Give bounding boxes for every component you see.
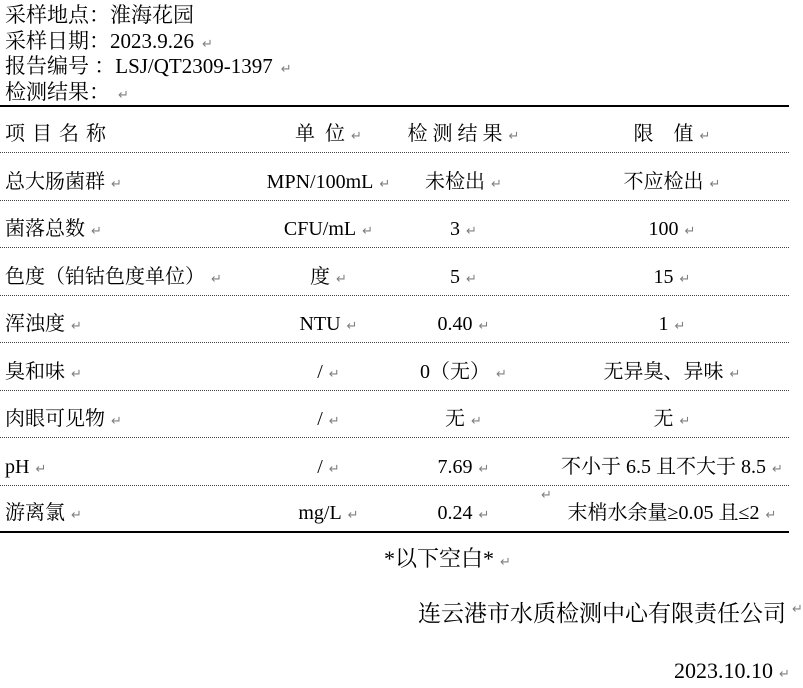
column-header-limit: 限 值 ↵	[633, 123, 711, 145]
cell-unit-text: /	[317, 408, 323, 430]
cell-item-text: 浑浊度	[5, 313, 65, 335]
cell-result-text: 0（无）	[420, 360, 490, 383]
cell-result: 0.40 ↵	[437, 313, 490, 335]
cell-unit-text: CFU/mL	[283, 218, 357, 240]
report-date: 2023.10.10	[674, 658, 773, 683]
cell-unit-text: 度	[310, 265, 330, 288]
cell-item-text: 游离氯	[5, 502, 65, 524]
cell-item: 浑浊度 ↵	[5, 313, 82, 335]
cell-limit-text: 100	[648, 218, 679, 240]
cell-limit: 不应检出 ↵	[623, 170, 721, 193]
cell-result: 无 ↵	[445, 408, 482, 430]
cell-result: 3 ↵	[450, 218, 477, 240]
cell-unit: NTU ↵	[299, 313, 358, 335]
cell-limit-text: 1	[658, 313, 669, 335]
cell-limit-text: 无异臭、异味	[603, 360, 724, 383]
blank-below-note: *以下空白* ↵	[383, 546, 511, 571]
cell-result-text: 未检出	[425, 170, 485, 193]
info-label: 采样日期：	[5, 28, 110, 53]
cell-result-text: 3	[450, 218, 460, 240]
cell-unit: mg/L ↵	[298, 502, 359, 524]
paragraph-mark-icon: ↵	[541, 488, 552, 503]
cell-item-text: 色度（铂钴色度单位）	[5, 265, 205, 288]
cell-item-text: pH	[5, 455, 30, 478]
cell-item: 总大肠菌群 ↵	[5, 170, 122, 193]
cell-limit: 15 ↵	[653, 265, 691, 288]
info-label: 检测结果：	[5, 79, 110, 104]
cell-unit: CFU/mL ↵	[283, 218, 374, 240]
cell-unit: 度 ↵	[310, 265, 347, 288]
cell-result-text: 0.40	[437, 313, 473, 335]
cell-result: 0（无） ↵	[420, 360, 507, 383]
info-line: 检测结果： ↵	[5, 79, 129, 104]
cell-unit-text: mg/L	[298, 502, 342, 524]
cell-result-text: 0.24	[437, 502, 473, 524]
cell-item-text: 臭和味	[5, 360, 65, 383]
cell-item: pH ↵	[5, 455, 47, 478]
cell-unit: / ↵	[317, 360, 340, 383]
cell-limit: 无 ↵	[653, 408, 691, 430]
info-label: 报告编号 ：	[5, 54, 116, 78]
column-header-limit-label: 限 值	[633, 123, 694, 145]
cell-limit: 1 ↵	[658, 313, 686, 335]
cell-unit-text: /	[317, 455, 323, 478]
results-table-header-row	[0, 107, 789, 153]
table-row	[0, 391, 789, 439]
results-table-body	[0, 153, 789, 533]
cell-unit-text: /	[317, 360, 323, 383]
table-row	[0, 153, 789, 201]
report-info	[0, 0, 789, 105]
cell-limit: 100 ↵	[648, 218, 696, 240]
cell-result-text: 无	[445, 408, 465, 430]
info-value: LSJ/QT2309-1397	[115, 54, 273, 78]
cell-item: 臭和味 ↵	[5, 360, 82, 383]
cell-unit: / ↵	[317, 408, 340, 430]
cell-limit-text: 无	[653, 408, 674, 430]
column-header-result-label: 检 测 结 果	[407, 123, 503, 145]
cell-limit-text: 15	[653, 265, 674, 288]
cell-limit-text: 不应检出	[623, 170, 704, 193]
cell-result-text: 7.69	[437, 455, 473, 478]
info-label: 采样地点：	[5, 3, 110, 27]
table-row	[0, 201, 789, 249]
cell-unit: MPN/100mL ↵	[266, 170, 391, 193]
info-line: 报告编号 ：LSJ/QT2309-1397 ↵	[5, 54, 292, 78]
table-row	[0, 486, 789, 534]
cell-item: 色度（铂钴色度单位） ↵	[5, 265, 222, 288]
table-row	[0, 343, 789, 391]
cell-item-text: 总大肠菌群	[5, 170, 105, 193]
info-line: 采样日期：2023.9.26 ↵	[5, 28, 213, 53]
cell-limit: 不小于 6.5 且不大于 8.5 ↵	[561, 455, 783, 478]
info-value: 2023.9.26	[110, 28, 194, 53]
cell-result: 0.24 ↵	[437, 502, 490, 524]
cell-limit-text: 末梢水余量≥0.05 且≤2	[567, 502, 760, 524]
cell-unit: / ↵	[317, 455, 340, 478]
cell-result: 未检出 ↵	[425, 170, 502, 193]
cell-limit: 无异臭、异味 ↵	[603, 360, 741, 383]
info-value: 淮海花园	[110, 3, 194, 27]
cell-result-text: 5	[450, 265, 460, 288]
company-name-line: 连云港市水质检测中心有限责任公司 ↵	[418, 601, 803, 626]
info-line	[5, 3, 789, 29]
column-header-unit: 单 位 ↵	[295, 123, 362, 145]
report-date-line: 2023.10.10 ↵	[674, 658, 790, 683]
column-header-unit-label: 单 位	[295, 123, 345, 145]
cell-item-text: 菌落总数	[5, 218, 85, 240]
table-row	[0, 438, 789, 486]
table-row	[0, 248, 789, 296]
results-table	[0, 105, 789, 533]
column-header-item: 项 目 名 称	[5, 123, 107, 145]
cell-limit-text: 不小于 6.5 且不大于 8.5	[561, 455, 766, 478]
cell-item-text: 肉眼可见物	[5, 408, 105, 430]
cell-result: 5 ↵	[450, 265, 477, 288]
cell-item: 菌落总数 ↵	[5, 218, 102, 240]
cell-limit: 末梢水余量≥0.05 且≤2 ↵	[567, 502, 777, 524]
column-header-result: 检 测 结 果 ↵	[407, 123, 520, 145]
blank-below-note-text: *以下空白*	[383, 546, 494, 571]
cell-result: 7.69 ↵	[437, 455, 490, 478]
cell-unit-text: MPN/100mL	[266, 170, 374, 193]
cell-item: 肉眼可见物 ↵	[5, 408, 122, 430]
company-name: 连云港市水质检测中心有限责任公司	[418, 601, 786, 626]
cell-item: 游离氯 ↵	[5, 502, 82, 524]
cell-unit-text: NTU	[299, 313, 341, 335]
table-row	[0, 296, 789, 344]
